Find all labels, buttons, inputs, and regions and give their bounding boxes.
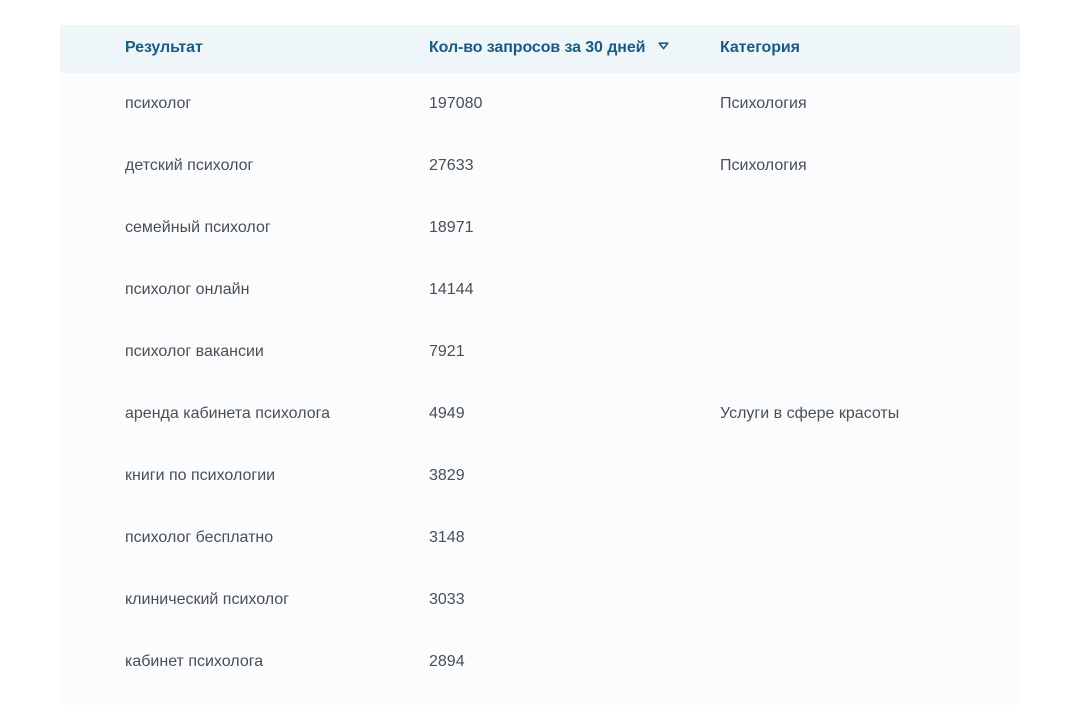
sort-descending-icon[interactable] (658, 23, 669, 69)
cell-category: Психология (720, 157, 807, 174)
cell-count: 3829 (429, 467, 465, 484)
cell-result: клинический психолог (125, 591, 289, 608)
cell-result: книги по психологии (125, 467, 276, 484)
table-row (60, 197, 1020, 259)
table-row (60, 259, 1020, 321)
cell-result: семейный психолог (125, 219, 271, 236)
table-row (60, 507, 1020, 569)
cell-count: 4949 (429, 405, 465, 422)
cell-count: 197080 (429, 95, 483, 112)
cell-count: 7921 (429, 343, 465, 360)
cell-count: 27633 (429, 157, 474, 174)
column-header-category[interactable] (720, 25, 800, 73)
table-row (60, 631, 1020, 693)
cell-count: 3148 (429, 529, 465, 546)
results-table (60, 25, 1020, 693)
cell-result: психолог бесплатно (125, 529, 274, 546)
cell-count: 2894 (429, 653, 465, 670)
table-row (60, 569, 1020, 631)
column-header-result[interactable] (125, 25, 203, 73)
table-row (60, 135, 1020, 197)
cell-category: Психология (720, 95, 807, 112)
column-header-requests[interactable] (429, 25, 669, 73)
cell-result: аренда кабинета психолога (125, 405, 331, 422)
table-row (60, 445, 1020, 507)
cell-count: 3033 (429, 591, 465, 608)
column-header-result-label: Результат (125, 39, 203, 56)
column-header-requests-label: Кол-во запросов за 30 дней (429, 39, 646, 56)
table-body (60, 73, 1020, 693)
cell-result: кабинет психолога (125, 653, 264, 670)
cell-count: 18971 (429, 219, 474, 236)
cell-result: детский психолог (125, 157, 254, 174)
table-row (60, 73, 1020, 135)
cell-category: Услуги в сфере красоты (720, 405, 900, 422)
column-header-category-label: Категория (720, 39, 800, 56)
cell-count: 14144 (429, 281, 474, 298)
cell-result: психолог вакансии (125, 343, 264, 360)
table-header (60, 25, 1020, 73)
table-row (60, 321, 1020, 383)
cell-result: психолог онлайн (125, 281, 250, 298)
cell-result: психолог (125, 95, 192, 112)
table-row (60, 383, 1020, 445)
